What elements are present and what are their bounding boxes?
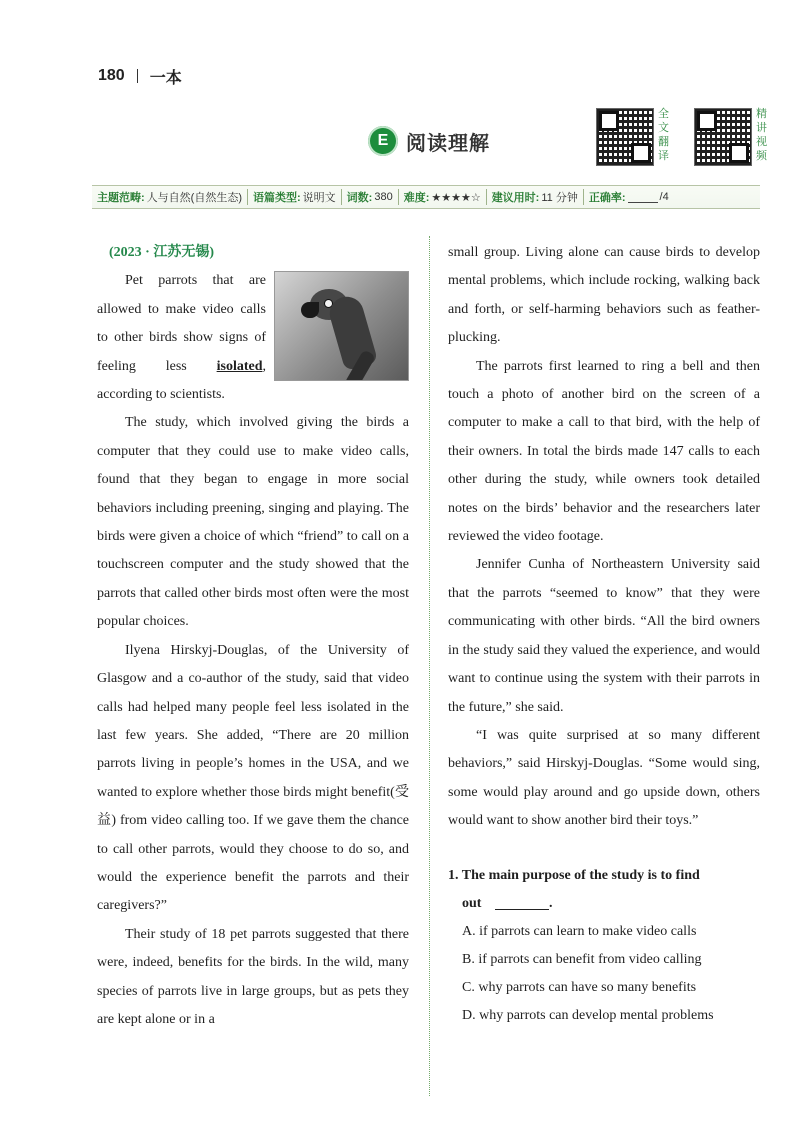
article-paragraph-6: Jennifer Cunha of Northeastern University said that the parrots “seemed to know” that they were communicating with other birds. “All the bird owners in the study said they valued the experience, and would want to continue using the system with their parrots in the future,” she said. <box>448 557 760 715</box>
parrot-photo <box>274 271 409 381</box>
meta-theme: 主题范畴: 人与自然(自然生态) <box>92 189 248 205</box>
option-c[interactable]: C. why parrots can have so many benefits <box>462 979 697 995</box>
article-paragraph-2: The study, which involved giving the birds a computer that they could use to make video calls, found that they began to engage in more social behaviors including preening, singing and playing. The birds were given a choice of which “friend” to call on a touchscreen computer and the study showed that the parrots that called other birds most often were the most popular choices. <box>97 415 409 630</box>
qr-label-full-translation: 全 文 翻 译 <box>658 108 669 162</box>
meta-bar <box>92 185 760 209</box>
qr-code-icon <box>596 108 654 166</box>
book-mark: 一本 <box>149 69 182 87</box>
option-a[interactable]: A. if parrots can learn to make video calls <box>462 923 697 939</box>
article-paragraph-3: Ilyena Hirskyj-Douglas, of the University of Glasgow and a co-author of the study, said that video calls had helped many people feel less isolated in the last few years. She added, “There are 20 million parrots living in people’s homes in the USA, and we wanted to explore whether those birds might benefit(受益) from video calling too. If we gave them the chance to call other parrots, would they choose to do so, and would the experience benefit the parrots and their caregivers?” <box>97 642 409 914</box>
question-title: 1. The main purpose of the study is to find <box>448 867 700 883</box>
column-divider <box>429 236 430 1096</box>
meta-difficulty: 难度: ★★★★☆ <box>399 189 487 205</box>
meta-word-count: 词数: 380 <box>342 189 399 205</box>
page-header <box>98 62 182 90</box>
option-b[interactable]: B. if parrots can benefit from video calling <box>462 951 702 967</box>
source-tag: (2023 · 江苏无锡) <box>109 245 214 260</box>
question-1 <box>448 862 760 1030</box>
right-article-column <box>448 239 760 1030</box>
meta-recommended-time: 建议用时: 11 分钟 <box>487 189 584 205</box>
header-divider <box>137 69 138 83</box>
option-d[interactable]: D. why parrots can develop mental problems <box>462 1007 714 1023</box>
article-paragraph-7: “I was quite surprised at so many different behaviors,” said Hirskyj-Douglas. “Some would sing, some would play around and go upside down, others would want to show another bird their toys.” <box>448 727 760 829</box>
page-number: 180 <box>98 67 125 84</box>
article-paragraph-5: The parrots first learned to ring a bell and then touch a photo of another bird on the screen of a computer to make a call to that bird, with the help of their owners. In total the birds made 147 calls to each other during the study, while owners took detailed notes on the birds’ behavior and the researchers later reviewed the video footage. <box>448 358 760 545</box>
highlighted-word-isolated: isolated <box>216 358 263 374</box>
question-title-cont: out . <box>462 895 553 911</box>
accuracy-answer-line[interactable] <box>628 192 658 203</box>
meta-genre: 语篇类型: 说明文 <box>248 189 342 205</box>
section-title: 阅读理解 <box>406 132 490 155</box>
qr-code-icon <box>694 108 752 166</box>
article-paragraph-4-end: small group. Living alone can cause birds to develop mental problems, which include rocking, walking back and forth, or self-harming behaviors such as feather-plucking. <box>448 245 760 346</box>
answer-blank[interactable] <box>495 897 549 910</box>
qr-label-video: 精 讲 视 频 <box>756 108 767 162</box>
section-e-icon: E <box>368 126 398 156</box>
section-banner <box>368 126 490 156</box>
left-article-column <box>97 239 409 1034</box>
full-translation-qr[interactable] <box>596 108 669 166</box>
article-paragraph-4-start: Their study of 18 pet parrots suggested that there were, indeed, benefits for the birds. In the wild, many species of parrots live in large groups, but as pets they are kept alone or in a <box>97 926 409 1027</box>
meta-accuracy: 正确率: /4 <box>588 191 669 204</box>
video-explanation-qr[interactable] <box>694 108 767 166</box>
article-paragraph-1: Pet parrots that are allowed to make video calls to other birds show signs of feeling less isolated, according to scientists. <box>97 273 266 403</box>
